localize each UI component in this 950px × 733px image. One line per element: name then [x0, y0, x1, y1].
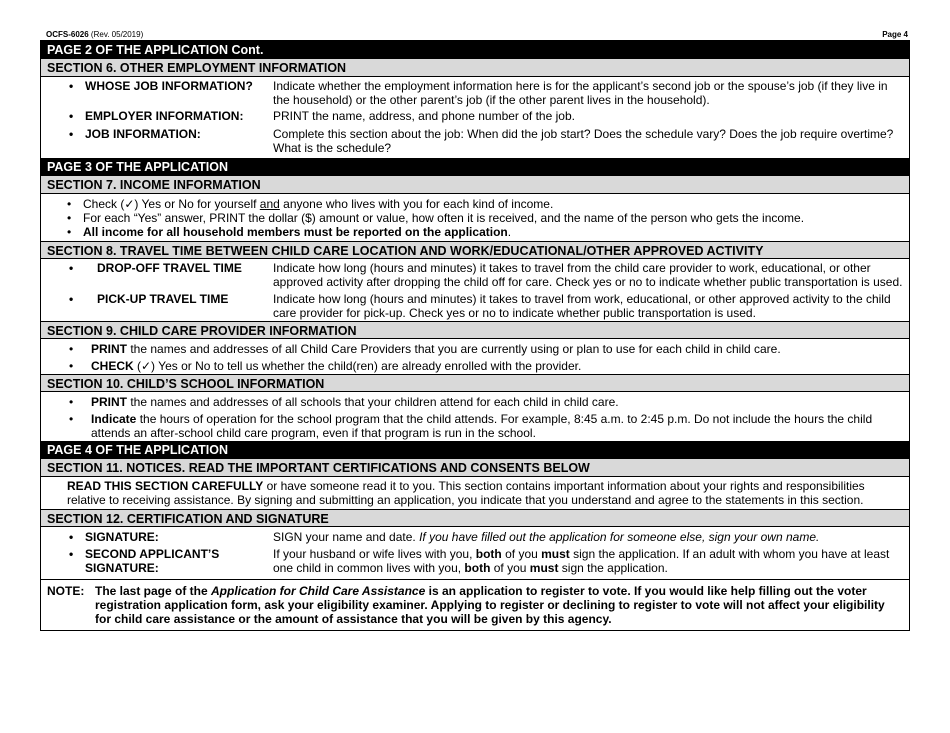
- s6-desc: Complete this section about the job: When did the job start? Does the schedule vary? Does the job require overtime? What is the schedule?: [273, 127, 894, 155]
- section12-heading: SECTION 12. CERTIFICATION AND SIGNATURE: [41, 509, 909, 527]
- section11-body: READ THIS SECTION CAREFULLY or have someone read it to you. This section contains important information about your rights and responsibilities relative to receiving assistance. By signing and submitting an application, you indicate that you understand and agree to the statements in this section.: [67, 479, 865, 507]
- section6-heading: SECTION 6. OTHER EMPLOYMENT INFORMATION: [41, 59, 909, 77]
- s6-desc: Indicate whether the employment information here is for the applicant’s second job or the spouse’s job (if they live in the household) or the other parent’s job (if the other parent lives in the household).: [273, 79, 888, 107]
- s6-item-employer: • EMPLOYER INFORMATION: PRINT the name, address, and phone number of the job.: [47, 109, 903, 127]
- page2-cont-heading: PAGE 2 OF THE APPLICATION Cont.: [41, 41, 909, 59]
- list-item: • PRINT the names and addresses of all schools that your children attend for each child in child care.: [69, 395, 619, 409]
- section8-body: [41, 259, 909, 321]
- s6-term: WHOSE JOB INFORMATION?: [85, 79, 253, 93]
- page3-heading: PAGE 3 OF THE APPLICATION: [41, 158, 909, 176]
- page-header: [40, 30, 910, 40]
- s12-item-signature: • SIGNATURE: SIGN your name and date. If you have filled out the application for someone else, sign your own name.: [69, 530, 820, 544]
- page4-heading: PAGE 4 OF THE APPLICATION: [41, 441, 909, 459]
- section9-heading: SECTION 9. CHILD CARE PROVIDER INFORMATION: [41, 321, 909, 339]
- list-item: • CHECK (✓) Yes or No to tell us whether the child(ren) are already enrolled with the provider.: [69, 359, 582, 373]
- voter-registration-note: NOTE: The last page of the Application for Child Care Assistance is an application to register to vote. If you would like help filling out the voter registration application form, ask your eligibility examiner. Applying to register or declining to register to vote will not affect your eligibility for child care assistance or the amount of assistance that you will be given by this agency.: [41, 579, 909, 630]
- section7-body: [41, 194, 909, 241]
- list-item: • Check (✓) Yes or No for yourself and anyone who lives with you for each kind of income.: [67, 197, 554, 211]
- s12-item-second-applicant: • SECOND APPLICANT’S SIGNATURE: If your husband or wife lives with you, both of you must sign the application. If an adult with whom you have at least one child in common lives with you, both of you must sign the application.: [69, 547, 890, 575]
- s6-item-whose-job: • WHOSE JOB INFORMATION? Indicate whether the employment information here is for the applicant’s second job or the spouse’s job (if they live in the household) or the other parent’s job (if the other parent lives in the household).: [47, 79, 903, 109]
- list-item: • PRINT the names and addresses of all Child Care Providers that you are currently using or plan to use for each child in child care.: [69, 342, 781, 356]
- list-item: • For each “Yes” answer, PRINT the dollar ($) amount or value, how often it is received, and the name of the person who gets the income.: [67, 211, 805, 225]
- s8-item-dropoff: • DROP-OFF TRAVEL TIME Indicate how long (hours and minutes) it takes to travel from the child care provider to work, educational, or other approved activity after dropping the child off for care. Check yes or no to indicate whether public transportation is used.: [69, 261, 903, 289]
- list-item: • All income for all household members must be reported on the application.: [67, 225, 512, 239]
- section11-heading: SECTION 11. NOTICES. READ THE IMPORTANT CERTIFICATIONS AND CONSENTS BELOW: [41, 459, 909, 477]
- section6-body: [41, 77, 909, 158]
- section7-heading: SECTION 7. INCOME INFORMATION: [41, 176, 909, 194]
- s8-item-pickup: • PICK-UP TRAVEL TIME Indicate how long (hours and minutes) it takes to travel from work, educational, or other approved activity to the child care provider for pick-up. Check yes or no to indicate whether public transportation is used.: [69, 292, 891, 320]
- form-id: OCFS-6026 (Rev. 05/2019): [46, 30, 144, 39]
- section10-body: [41, 392, 909, 441]
- instructions-document: [40, 40, 910, 631]
- section8-heading: SECTION 8. TRAVEL TIME BETWEEN CHILD CARE LOCATION AND WORK/EDUCATIONAL/OTHER APPROVED ACTIVITY: [41, 241, 909, 259]
- section10-heading: SECTION 10. CHILD’S SCHOOL INFORMATION: [41, 374, 909, 392]
- s6-item-job: • JOB INFORMATION: Complete this section about the job: When did the job start? Does the schedule vary? Does the job require overtime? What is the schedule?: [47, 127, 903, 155]
- section9-body: [41, 339, 909, 374]
- section12-body: [41, 527, 909, 579]
- s6-term: EMPLOYER INFORMATION:: [85, 109, 244, 123]
- list-item: • Indicate the hours of operation for the school program that the child attends. For example, 8:45 a.m. to 2:45 p.m. Do not include the hours the child attends an after-school child care program, even if that program is run in the school.: [69, 412, 873, 440]
- s6-desc: PRINT the name, address, and phone number of the job.: [273, 109, 575, 123]
- note-label: NOTE:: [47, 584, 85, 598]
- page-number: Page 4: [882, 30, 908, 39]
- s6-term: JOB INFORMATION:: [85, 127, 201, 141]
